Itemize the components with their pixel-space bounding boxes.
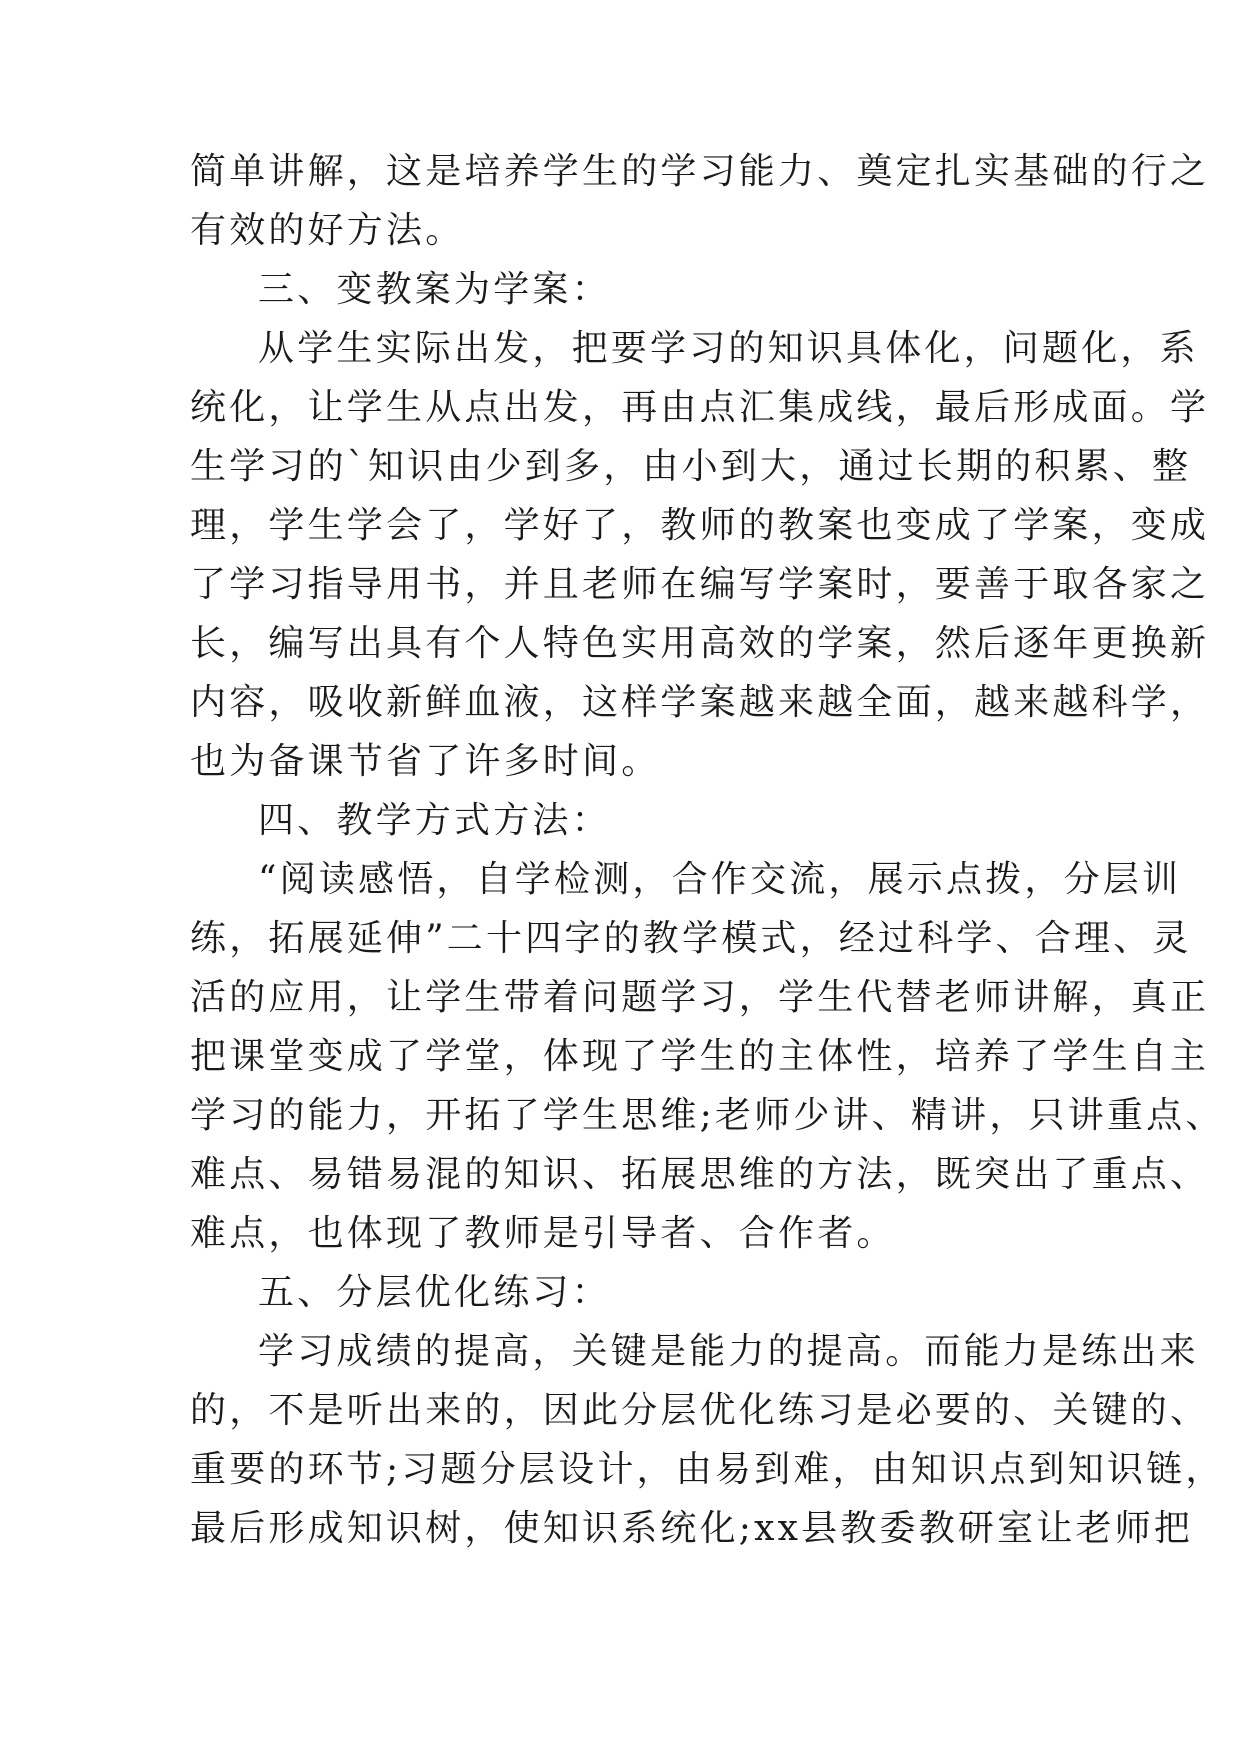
paragraph-line: 难点，也体现了教师是引导者、合作者。 xyxy=(190,1213,896,1254)
paragraph-line: 难点、易错易混的知识、拓展思维的方法，既突出了重点、 xyxy=(190,1154,1210,1195)
paragraph-line: 从学生实际出发，把要学习的知识具体化，问题化，系 xyxy=(258,328,1199,369)
paragraph-line: 活的应用，让学生带着问题学习，学生代替老师讲解，真正 xyxy=(190,977,1210,1018)
paragraph-line: 简单讲解，这是培养学生的学习能力、奠定扎实基础的行之 xyxy=(190,151,1210,192)
section-heading: 四、教学方式方法： xyxy=(258,800,611,841)
paragraph-line: 统化，让学生从点出发，再由点汇集成线，最后形成面。学 xyxy=(190,387,1210,428)
paragraph-line: 内容，吸收新鲜血液，这样学案越来越全面，越来越科学， xyxy=(190,682,1210,723)
paragraph-line: 长，编写出具有个人特色实用高效的学案，然后逐年更换新 xyxy=(190,623,1210,664)
paragraph-line: “阅读感悟，自学检测，合作交流，展示点拨，分层训 xyxy=(258,859,1182,900)
paragraph-line: 学习的能力，开拓了学生思维;老师少讲、精讲，只讲重点、 xyxy=(190,1095,1225,1136)
paragraph-line: 的，不是听出来的，因此分层优化练习是必要的、关键的、 xyxy=(190,1390,1210,1431)
paragraph-line: 重要的环节;习题分层设计，由易到难，由知识点到知识链， xyxy=(190,1449,1225,1490)
paragraph-line: 生学习的`知识由少到多，由小到大，通过长期的积累、整 xyxy=(190,446,1192,487)
paragraph-line: 也为备课节省了许多时间。 xyxy=(190,741,661,782)
paragraph-line: 了学习指导用书，并且老师在编写学案时，要善于取各家之 xyxy=(190,564,1210,605)
section-heading: 三、变教案为学案： xyxy=(258,269,611,310)
paragraph-line: 把课堂变成了学堂，体现了学生的主体性，培养了学生自主 xyxy=(190,1036,1210,1077)
section-heading: 五、分层优化练习： xyxy=(258,1272,611,1313)
paragraph-line: 理，学生学会了，学好了，教师的教案也变成了学案，变成 xyxy=(190,505,1210,546)
paragraph-line: 有效的好方法。 xyxy=(190,210,465,251)
paragraph-line: 最后形成知识树，使知识系统化;xx县教委教研室让老师把 xyxy=(190,1508,1194,1549)
paragraph-line: 学习成绩的提高，关键是能力的提高。而能力是练出来 xyxy=(258,1331,1199,1372)
paragraph-line: 练，拓展延伸”二十四字的教学模式，经过科学、合理、灵 xyxy=(190,918,1192,959)
